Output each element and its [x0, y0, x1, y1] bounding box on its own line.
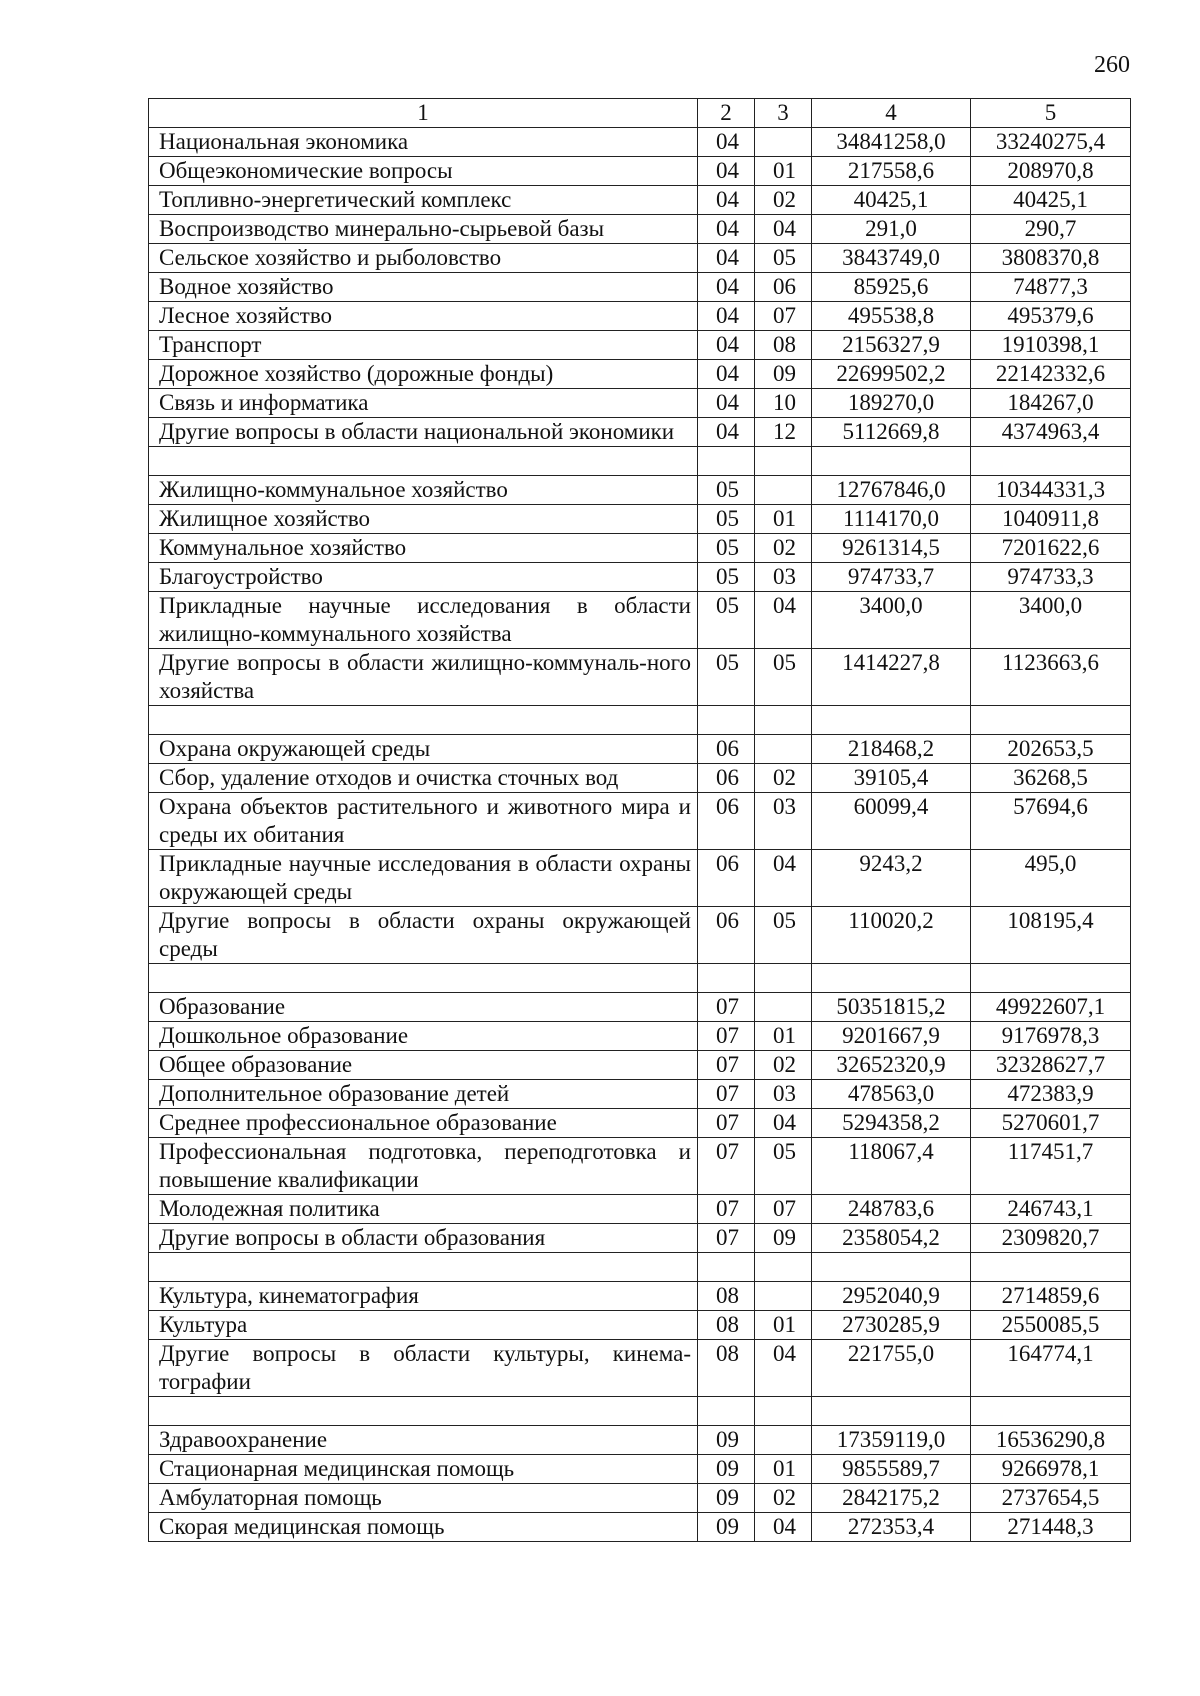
amount-actual-cell: 108195,4	[971, 907, 1131, 964]
table-row	[149, 1455, 1131, 1484]
row-name-cell: Дополнительное образование детей	[149, 1080, 698, 1109]
table-row	[149, 157, 1131, 186]
row-name-cell: Общее образование	[149, 1051, 698, 1080]
spacer-row	[149, 1397, 1131, 1426]
amount-actual-cell: 32328627,7	[971, 1051, 1131, 1080]
section-code-cell: 04	[698, 389, 755, 418]
subsection-code-cell: 02	[755, 1484, 812, 1513]
amount-actual-cell: 3808370,8	[971, 244, 1131, 273]
section-code-cell: 07	[698, 1109, 755, 1138]
amount-planned-cell: 12767846,0	[812, 476, 971, 505]
amount-planned-cell: 221755,0	[812, 1340, 971, 1397]
subsection-code-cell: 12	[755, 418, 812, 447]
empty-cell	[971, 1253, 1131, 1282]
row-name-cell: Среднее профессиональное образование	[149, 1109, 698, 1138]
section-code-cell: 09	[698, 1426, 755, 1455]
amount-planned-cell: 2156327,9	[812, 331, 971, 360]
section-code-cell: 06	[698, 907, 755, 964]
subsection-code-cell: 03	[755, 1080, 812, 1109]
row-name-cell: Профессиональная подготовка, переподготовка и повышение квалификации	[149, 1138, 698, 1195]
amount-actual-cell: 246743,1	[971, 1195, 1131, 1224]
column-header: 4	[812, 99, 971, 128]
empty-cell	[149, 706, 698, 735]
table-row	[149, 764, 1131, 793]
section-code-cell: 07	[698, 1195, 755, 1224]
table-row	[149, 360, 1131, 389]
row-name-cell: Молодежная политика	[149, 1195, 698, 1224]
amount-planned-cell: 118067,4	[812, 1138, 971, 1195]
empty-cell	[971, 964, 1131, 993]
amount-actual-cell: 1040911,8	[971, 505, 1131, 534]
amount-planned-cell: 9243,2	[812, 850, 971, 907]
section-code-cell: 06	[698, 764, 755, 793]
table-row	[149, 476, 1131, 505]
amount-actual-cell: 74877,3	[971, 273, 1131, 302]
amount-planned-cell: 39105,4	[812, 764, 971, 793]
row-name-cell: Лесное хозяйство	[149, 302, 698, 331]
empty-cell	[698, 706, 755, 735]
amount-actual-cell: 117451,7	[971, 1138, 1131, 1195]
subsection-code-cell: 05	[755, 649, 812, 706]
subsection-code-cell	[755, 735, 812, 764]
row-name-cell: Образование	[149, 993, 698, 1022]
amount-planned-cell: 3843749,0	[812, 244, 971, 273]
amount-planned-cell: 478563,0	[812, 1080, 971, 1109]
amount-actual-cell: 974733,3	[971, 563, 1131, 592]
row-name-cell: Другие вопросы в области жилищно-коммуналь-ного хозяйства	[149, 649, 698, 706]
table-body	[149, 128, 1131, 1542]
table-row	[149, 1426, 1131, 1455]
table-row	[149, 1109, 1131, 1138]
subsection-code-cell: 03	[755, 793, 812, 850]
subsection-code-cell: 04	[755, 592, 812, 649]
spacer-row	[149, 447, 1131, 476]
table-row	[149, 907, 1131, 964]
subsection-code-cell: 04	[755, 215, 812, 244]
table-row	[149, 993, 1131, 1022]
table-row	[149, 1282, 1131, 1311]
empty-cell	[971, 447, 1131, 476]
row-name-cell: Коммунальное хозяйство	[149, 534, 698, 563]
table-row	[149, 1195, 1131, 1224]
row-name-cell: Топливно-энергетический комплекс	[149, 186, 698, 215]
amount-actual-cell: 33240275,4	[971, 128, 1131, 157]
section-code-cell: 08	[698, 1340, 755, 1397]
row-name-cell: Амбулаторная помощь	[149, 1484, 698, 1513]
amount-actual-cell: 49922607,1	[971, 993, 1131, 1022]
row-name-cell: Национальная экономика	[149, 128, 698, 157]
empty-cell	[698, 1397, 755, 1426]
section-code-cell: 09	[698, 1513, 755, 1542]
row-name-cell: Другие вопросы в области охраны окружающей среды	[149, 907, 698, 964]
section-code-cell: 04	[698, 215, 755, 244]
subsection-code-cell: 01	[755, 1311, 812, 1340]
section-code-cell: 07	[698, 1080, 755, 1109]
column-header: 3	[755, 99, 812, 128]
amount-actual-cell: 2309820,7	[971, 1224, 1131, 1253]
amount-actual-cell: 7201622,6	[971, 534, 1131, 563]
section-code-cell: 07	[698, 1138, 755, 1195]
amount-planned-cell: 974733,7	[812, 563, 971, 592]
subsection-code-cell	[755, 128, 812, 157]
table-row	[149, 1311, 1131, 1340]
amount-actual-cell: 472383,9	[971, 1080, 1131, 1109]
subsection-code-cell: 01	[755, 157, 812, 186]
section-code-cell: 07	[698, 1051, 755, 1080]
row-name-cell: Другие вопросы в области культуры, кинема-тографии	[149, 1340, 698, 1397]
subsection-code-cell: 07	[755, 302, 812, 331]
empty-cell	[755, 1253, 812, 1282]
amount-planned-cell: 1414227,8	[812, 649, 971, 706]
amount-planned-cell: 2730285,9	[812, 1311, 971, 1340]
spacer-row	[149, 1253, 1131, 1282]
amount-planned-cell: 9261314,5	[812, 534, 971, 563]
subsection-code-cell: 01	[755, 1455, 812, 1484]
amount-planned-cell: 189270,0	[812, 389, 971, 418]
subsection-code-cell: 04	[755, 1513, 812, 1542]
budget-table	[148, 98, 1131, 1542]
column-header: 2	[698, 99, 755, 128]
table-row	[149, 1022, 1131, 1051]
amount-actual-cell: 184267,0	[971, 389, 1131, 418]
empty-cell	[755, 964, 812, 993]
header-row	[149, 99, 1131, 128]
row-name-cell: Охрана объектов растительного и животного мира и среды их обитания	[149, 793, 698, 850]
subsection-code-cell: 04	[755, 1109, 812, 1138]
amount-actual-cell: 3400,0	[971, 592, 1131, 649]
subsection-code-cell: 02	[755, 764, 812, 793]
table-row	[149, 1051, 1131, 1080]
section-code-cell: 07	[698, 1224, 755, 1253]
table-row	[149, 592, 1131, 649]
empty-cell	[755, 447, 812, 476]
section-code-cell: 08	[698, 1311, 755, 1340]
amount-planned-cell: 291,0	[812, 215, 971, 244]
table-row	[149, 793, 1131, 850]
empty-cell	[755, 1397, 812, 1426]
section-code-cell: 04	[698, 360, 755, 389]
subsection-code-cell: 01	[755, 505, 812, 534]
section-code-cell: 04	[698, 157, 755, 186]
section-code-cell: 04	[698, 331, 755, 360]
empty-cell	[698, 447, 755, 476]
amount-actual-cell: 495379,6	[971, 302, 1131, 331]
section-code-cell: 04	[698, 244, 755, 273]
column-header: 1	[149, 99, 698, 128]
section-code-cell: 05	[698, 534, 755, 563]
table-row	[149, 331, 1131, 360]
row-name-cell: Другие вопросы в области национальной экономики	[149, 418, 698, 447]
table-row	[149, 850, 1131, 907]
empty-cell	[812, 706, 971, 735]
table-row	[149, 186, 1131, 215]
amount-planned-cell: 32652320,9	[812, 1051, 971, 1080]
table-row	[149, 273, 1131, 302]
section-code-cell: 09	[698, 1455, 755, 1484]
amount-planned-cell: 218468,2	[812, 735, 971, 764]
empty-cell	[812, 447, 971, 476]
empty-cell	[149, 964, 698, 993]
section-code-cell: 07	[698, 1022, 755, 1051]
row-name-cell: Общеэкономические вопросы	[149, 157, 698, 186]
amount-actual-cell: 271448,3	[971, 1513, 1131, 1542]
amount-planned-cell: 2842175,2	[812, 1484, 971, 1513]
amount-actual-cell: 40425,1	[971, 186, 1131, 215]
amount-planned-cell: 60099,4	[812, 793, 971, 850]
amount-planned-cell: 40425,1	[812, 186, 971, 215]
empty-cell	[698, 1253, 755, 1282]
row-name-cell: Сбор, удаление отходов и очистка сточных вод	[149, 764, 698, 793]
subsection-code-cell	[755, 993, 812, 1022]
amount-actual-cell: 1123663,6	[971, 649, 1131, 706]
subsection-code-cell: 05	[755, 244, 812, 273]
subsection-code-cell: 02	[755, 534, 812, 563]
amount-actual-cell: 202653,5	[971, 735, 1131, 764]
row-name-cell: Сельское хозяйство и рыболовство	[149, 244, 698, 273]
row-name-cell: Стационарная медицинская помощь	[149, 1455, 698, 1484]
table-row	[149, 128, 1131, 157]
table-row	[149, 1513, 1131, 1542]
table-row	[149, 1484, 1131, 1513]
section-code-cell: 05	[698, 505, 755, 534]
section-code-cell: 06	[698, 793, 755, 850]
page-number: 260	[1094, 52, 1130, 78]
section-code-cell: 04	[698, 273, 755, 302]
empty-cell	[971, 706, 1131, 735]
amount-planned-cell: 3400,0	[812, 592, 971, 649]
row-name-cell: Культура	[149, 1311, 698, 1340]
subsection-code-cell: 09	[755, 360, 812, 389]
table-row	[149, 302, 1131, 331]
section-code-cell: 05	[698, 563, 755, 592]
empty-cell	[812, 964, 971, 993]
row-name-cell: Скорая медицинская помощь	[149, 1513, 698, 1542]
row-name-cell: Транспорт	[149, 331, 698, 360]
amount-actual-cell: 495,0	[971, 850, 1131, 907]
section-code-cell: 04	[698, 128, 755, 157]
amount-actual-cell: 2714859,6	[971, 1282, 1131, 1311]
table-row	[149, 534, 1131, 563]
subsection-code-cell: 04	[755, 1340, 812, 1397]
table-row	[149, 649, 1131, 706]
table-row	[149, 1224, 1131, 1253]
section-code-cell: 05	[698, 476, 755, 505]
spacer-row	[149, 964, 1131, 993]
subsection-code-cell: 08	[755, 331, 812, 360]
amount-planned-cell: 5112669,8	[812, 418, 971, 447]
amount-actual-cell: 10344331,3	[971, 476, 1131, 505]
table-row	[149, 1340, 1131, 1397]
row-name-cell: Прикладные научные исследования в области охраны окружающей среды	[149, 850, 698, 907]
subsection-code-cell: 03	[755, 563, 812, 592]
amount-actual-cell: 164774,1	[971, 1340, 1131, 1397]
spacer-row	[149, 706, 1131, 735]
amount-planned-cell: 217558,6	[812, 157, 971, 186]
row-name-cell: Другие вопросы в области образования	[149, 1224, 698, 1253]
subsection-code-cell: 01	[755, 1022, 812, 1051]
amount-actual-cell: 22142332,6	[971, 360, 1131, 389]
section-code-cell: 04	[698, 302, 755, 331]
amount-actual-cell: 9266978,1	[971, 1455, 1131, 1484]
section-code-cell: 06	[698, 850, 755, 907]
table-row	[149, 418, 1131, 447]
section-code-cell: 09	[698, 1484, 755, 1513]
amount-planned-cell: 34841258,0	[812, 128, 971, 157]
subsection-code-cell: 05	[755, 1138, 812, 1195]
amount-planned-cell: 9855589,7	[812, 1455, 971, 1484]
row-name-cell: Жилищно-коммунальное хозяйство	[149, 476, 698, 505]
amount-planned-cell: 9201667,9	[812, 1022, 971, 1051]
table-row	[149, 215, 1131, 244]
table-row	[149, 1080, 1131, 1109]
empty-cell	[812, 1253, 971, 1282]
section-code-cell: 04	[698, 418, 755, 447]
amount-planned-cell: 5294358,2	[812, 1109, 971, 1138]
subsection-code-cell	[755, 1282, 812, 1311]
section-code-cell: 05	[698, 649, 755, 706]
subsection-code-cell: 09	[755, 1224, 812, 1253]
amount-planned-cell: 22699502,2	[812, 360, 971, 389]
section-code-cell: 06	[698, 735, 755, 764]
empty-cell	[149, 447, 698, 476]
subsection-code-cell: 07	[755, 1195, 812, 1224]
row-name-cell: Здравоохранение	[149, 1426, 698, 1455]
row-name-cell: Воспроизводство минерально-сырьевой базы	[149, 215, 698, 244]
amount-actual-cell: 4374963,4	[971, 418, 1131, 447]
table-row	[149, 1138, 1131, 1195]
amount-actual-cell: 208970,8	[971, 157, 1131, 186]
row-name-cell: Благоустройство	[149, 563, 698, 592]
amount-planned-cell: 17359119,0	[812, 1426, 971, 1455]
amount-actual-cell: 36268,5	[971, 764, 1131, 793]
amount-planned-cell: 248783,6	[812, 1195, 971, 1224]
amount-planned-cell: 272353,4	[812, 1513, 971, 1542]
column-header: 5	[971, 99, 1131, 128]
amount-actual-cell: 57694,6	[971, 793, 1131, 850]
table-row	[149, 563, 1131, 592]
amount-planned-cell: 2358054,2	[812, 1224, 971, 1253]
subsection-code-cell: 02	[755, 1051, 812, 1080]
subsection-code-cell	[755, 1426, 812, 1455]
amount-planned-cell: 85925,6	[812, 273, 971, 302]
subsection-code-cell	[755, 476, 812, 505]
row-name-cell: Прикладные научные исследования в области жилищно-коммунального хозяйства	[149, 592, 698, 649]
row-name-cell: Охрана окружающей среды	[149, 735, 698, 764]
amount-actual-cell: 9176978,3	[971, 1022, 1131, 1051]
section-code-cell: 04	[698, 186, 755, 215]
empty-cell	[149, 1253, 698, 1282]
subsection-code-cell: 05	[755, 907, 812, 964]
section-code-cell: 08	[698, 1282, 755, 1311]
subsection-code-cell: 02	[755, 186, 812, 215]
row-name-cell: Жилищное хозяйство	[149, 505, 698, 534]
row-name-cell: Культура, кинематография	[149, 1282, 698, 1311]
amount-planned-cell: 2952040,9	[812, 1282, 971, 1311]
amount-planned-cell: 1114170,0	[812, 505, 971, 534]
amount-actual-cell: 2737654,5	[971, 1484, 1131, 1513]
subsection-code-cell: 06	[755, 273, 812, 302]
table-row	[149, 735, 1131, 764]
amount-actual-cell: 2550085,5	[971, 1311, 1131, 1340]
empty-cell	[149, 1397, 698, 1426]
row-name-cell: Связь и информатика	[149, 389, 698, 418]
row-name-cell: Водное хозяйство	[149, 273, 698, 302]
empty-cell	[755, 706, 812, 735]
subsection-code-cell: 10	[755, 389, 812, 418]
amount-planned-cell: 50351815,2	[812, 993, 971, 1022]
amount-planned-cell: 495538,8	[812, 302, 971, 331]
amount-actual-cell: 5270601,7	[971, 1109, 1131, 1138]
empty-cell	[971, 1397, 1131, 1426]
table-row	[149, 389, 1131, 418]
empty-cell	[698, 964, 755, 993]
section-code-cell: 07	[698, 993, 755, 1022]
table-row	[149, 505, 1131, 534]
row-name-cell: Дошкольное образование	[149, 1022, 698, 1051]
amount-actual-cell: 1910398,1	[971, 331, 1131, 360]
amount-actual-cell: 290,7	[971, 215, 1131, 244]
subsection-code-cell: 04	[755, 850, 812, 907]
amount-actual-cell: 16536290,8	[971, 1426, 1131, 1455]
section-code-cell: 05	[698, 592, 755, 649]
table-row	[149, 244, 1131, 273]
row-name-cell: Дорожное хозяйство (дорожные фонды)	[149, 360, 698, 389]
empty-cell	[812, 1397, 971, 1426]
amount-planned-cell: 110020,2	[812, 907, 971, 964]
